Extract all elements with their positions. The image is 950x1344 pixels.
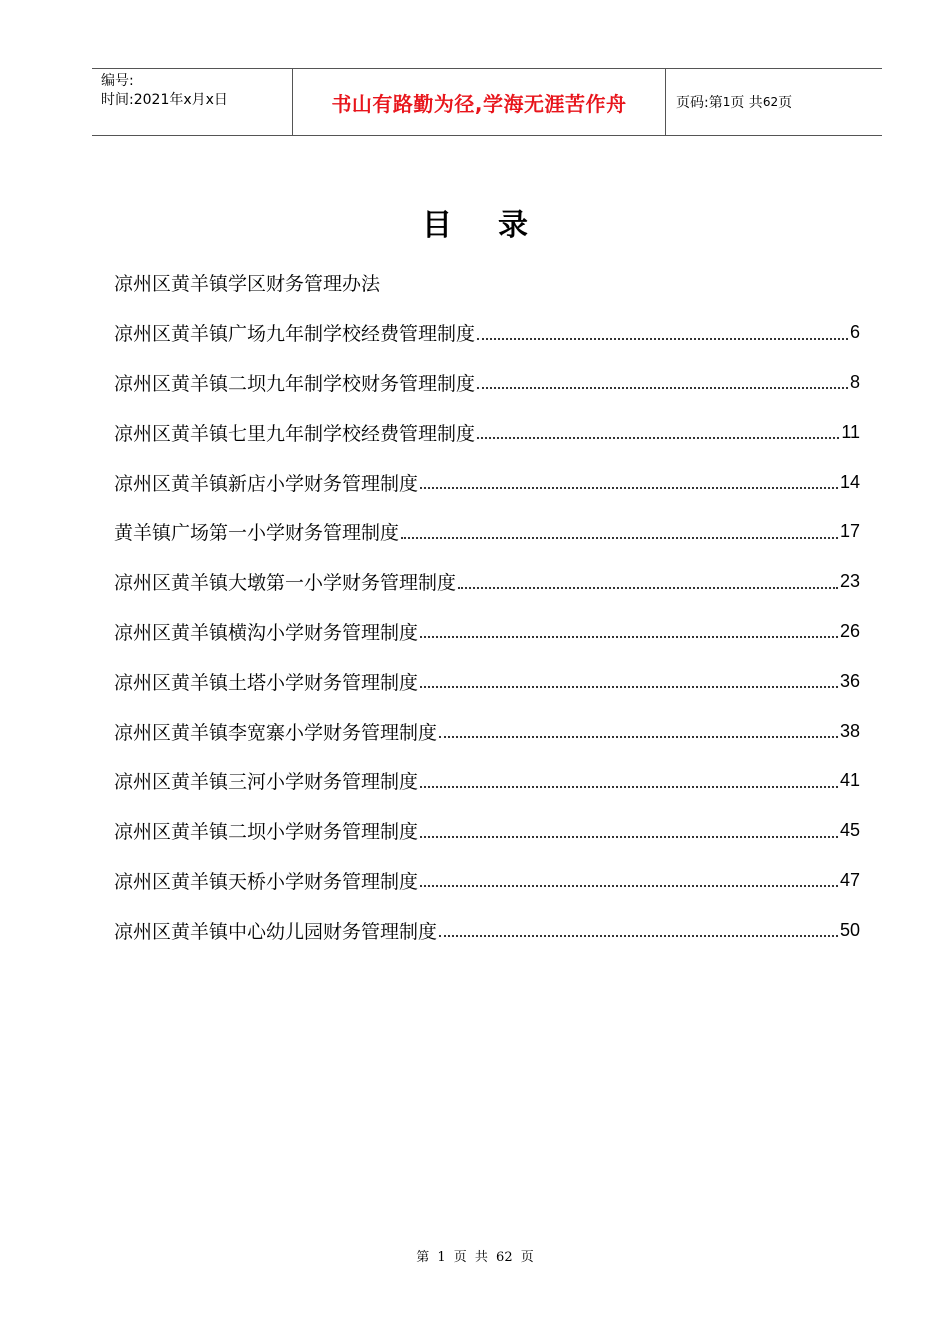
- toc-entry-label: 凉州区黄羊镇学区财务管理办法: [114, 273, 381, 296]
- toc-entry-page: 50: [839, 919, 860, 940]
- page-mid: 页 共: [730, 95, 763, 111]
- toc-entry-label: 凉州区黄羊镇广场九年制学校经费管理制度: [114, 323, 476, 346]
- toc-entry[interactable]: [114, 756, 860, 806]
- toc-entry-label: 凉州区黄羊镇李宽寨小学财务管理制度: [114, 721, 438, 744]
- toc-entry-page: 45: [839, 820, 860, 841]
- toc-entry[interactable]: [114, 457, 860, 507]
- toc-entry-page: 17: [839, 521, 860, 542]
- toc-entry[interactable]: [114, 407, 860, 457]
- toc-entry-label: 凉州区黄羊镇三河小学财务管理制度: [114, 771, 419, 794]
- toc-leader-dots: [420, 636, 838, 638]
- toc-entry[interactable]: [114, 557, 860, 607]
- page-total: 62: [762, 95, 779, 109]
- toc-leader-dots: [420, 686, 838, 688]
- toc-entry-label: 凉州区黄羊镇七里九年制学校经费管理制度: [114, 422, 476, 445]
- page-title: 目录: [422, 208, 574, 243]
- toc-entry-label: 凉州区黄羊镇中心幼儿园财务管理制度: [114, 920, 438, 943]
- header-meta-cell: [92, 69, 293, 135]
- page-prefix: 页码:第: [676, 95, 723, 111]
- toc-entry[interactable]: [114, 507, 860, 557]
- toc-leader-dots: [401, 537, 838, 539]
- toc-entry-label: 黄羊镇广场第一小学财务管理制度: [114, 522, 400, 545]
- toc-entry[interactable]: [114, 258, 860, 308]
- document-number-label: 编号:: [101, 73, 134, 89]
- toc-leader-dots: [439, 736, 838, 738]
- toc-entry-page: 8: [849, 371, 860, 392]
- page-footer: 第 1 页 共 62 页: [416, 1250, 534, 1265]
- toc-leader-dots: [420, 786, 838, 788]
- toc-entry-label: 凉州区黄羊镇土塔小学财务管理制度: [114, 671, 419, 694]
- page-current: 1: [722, 95, 731, 109]
- toc-leader-dots: [477, 387, 848, 389]
- toc-entry-label: 凉州区黄羊镇二坝小学财务管理制度: [114, 821, 419, 844]
- toc-entry-label: 凉州区黄羊镇二坝九年制学校财务管理制度: [114, 372, 476, 395]
- toc-entry[interactable]: [114, 607, 860, 657]
- toc-entry[interactable]: [114, 706, 860, 756]
- toc-entry-label: 凉州区黄羊镇大墩第一小学财务管理制度: [114, 572, 457, 595]
- toc-entry[interactable]: [114, 905, 860, 955]
- document-header: [92, 68, 882, 136]
- toc-entry-page: 38: [839, 720, 860, 741]
- table-of-contents: [114, 258, 860, 955]
- toc-entry-page: 11: [841, 421, 860, 442]
- toc-entry[interactable]: [114, 656, 860, 706]
- toc-entry-label: 凉州区黄羊镇新店小学财务管理制度: [114, 472, 419, 495]
- toc-entry-page: 36: [839, 670, 860, 691]
- toc-entry[interactable]: [114, 806, 860, 856]
- toc-entry-label: 凉州区黄羊镇天桥小学财务管理制度: [114, 870, 419, 893]
- toc-leader-dots: [439, 935, 838, 937]
- toc-entry[interactable]: [114, 358, 860, 408]
- header-motto: 书山有路勤为径,学海无涯苦作舟: [293, 69, 666, 135]
- document-time-label: 时间:2021年x月x日: [101, 92, 228, 108]
- toc-leader-dots: [458, 587, 838, 589]
- toc-entry-page: 47: [839, 869, 860, 890]
- toc-leader-dots: [477, 437, 839, 439]
- page-suffix: 页: [778, 95, 793, 111]
- toc-entry-page: 41: [839, 770, 860, 791]
- toc-leader-dots: [420, 836, 838, 838]
- toc-entry-page: 26: [839, 620, 860, 641]
- toc-entry-page: 23: [839, 571, 860, 592]
- toc-entry[interactable]: [114, 308, 860, 358]
- toc-leader-dots: [477, 338, 848, 340]
- toc-entry[interactable]: [114, 856, 860, 906]
- toc-entry-page: 6: [849, 322, 860, 343]
- toc-entry-page: 14: [839, 471, 860, 492]
- toc-leader-dots: [420, 885, 838, 887]
- header-page-info: [666, 69, 882, 135]
- toc-entry-label: 凉州区黄羊镇横沟小学财务管理制度: [114, 621, 419, 644]
- toc-leader-dots: [420, 487, 838, 489]
